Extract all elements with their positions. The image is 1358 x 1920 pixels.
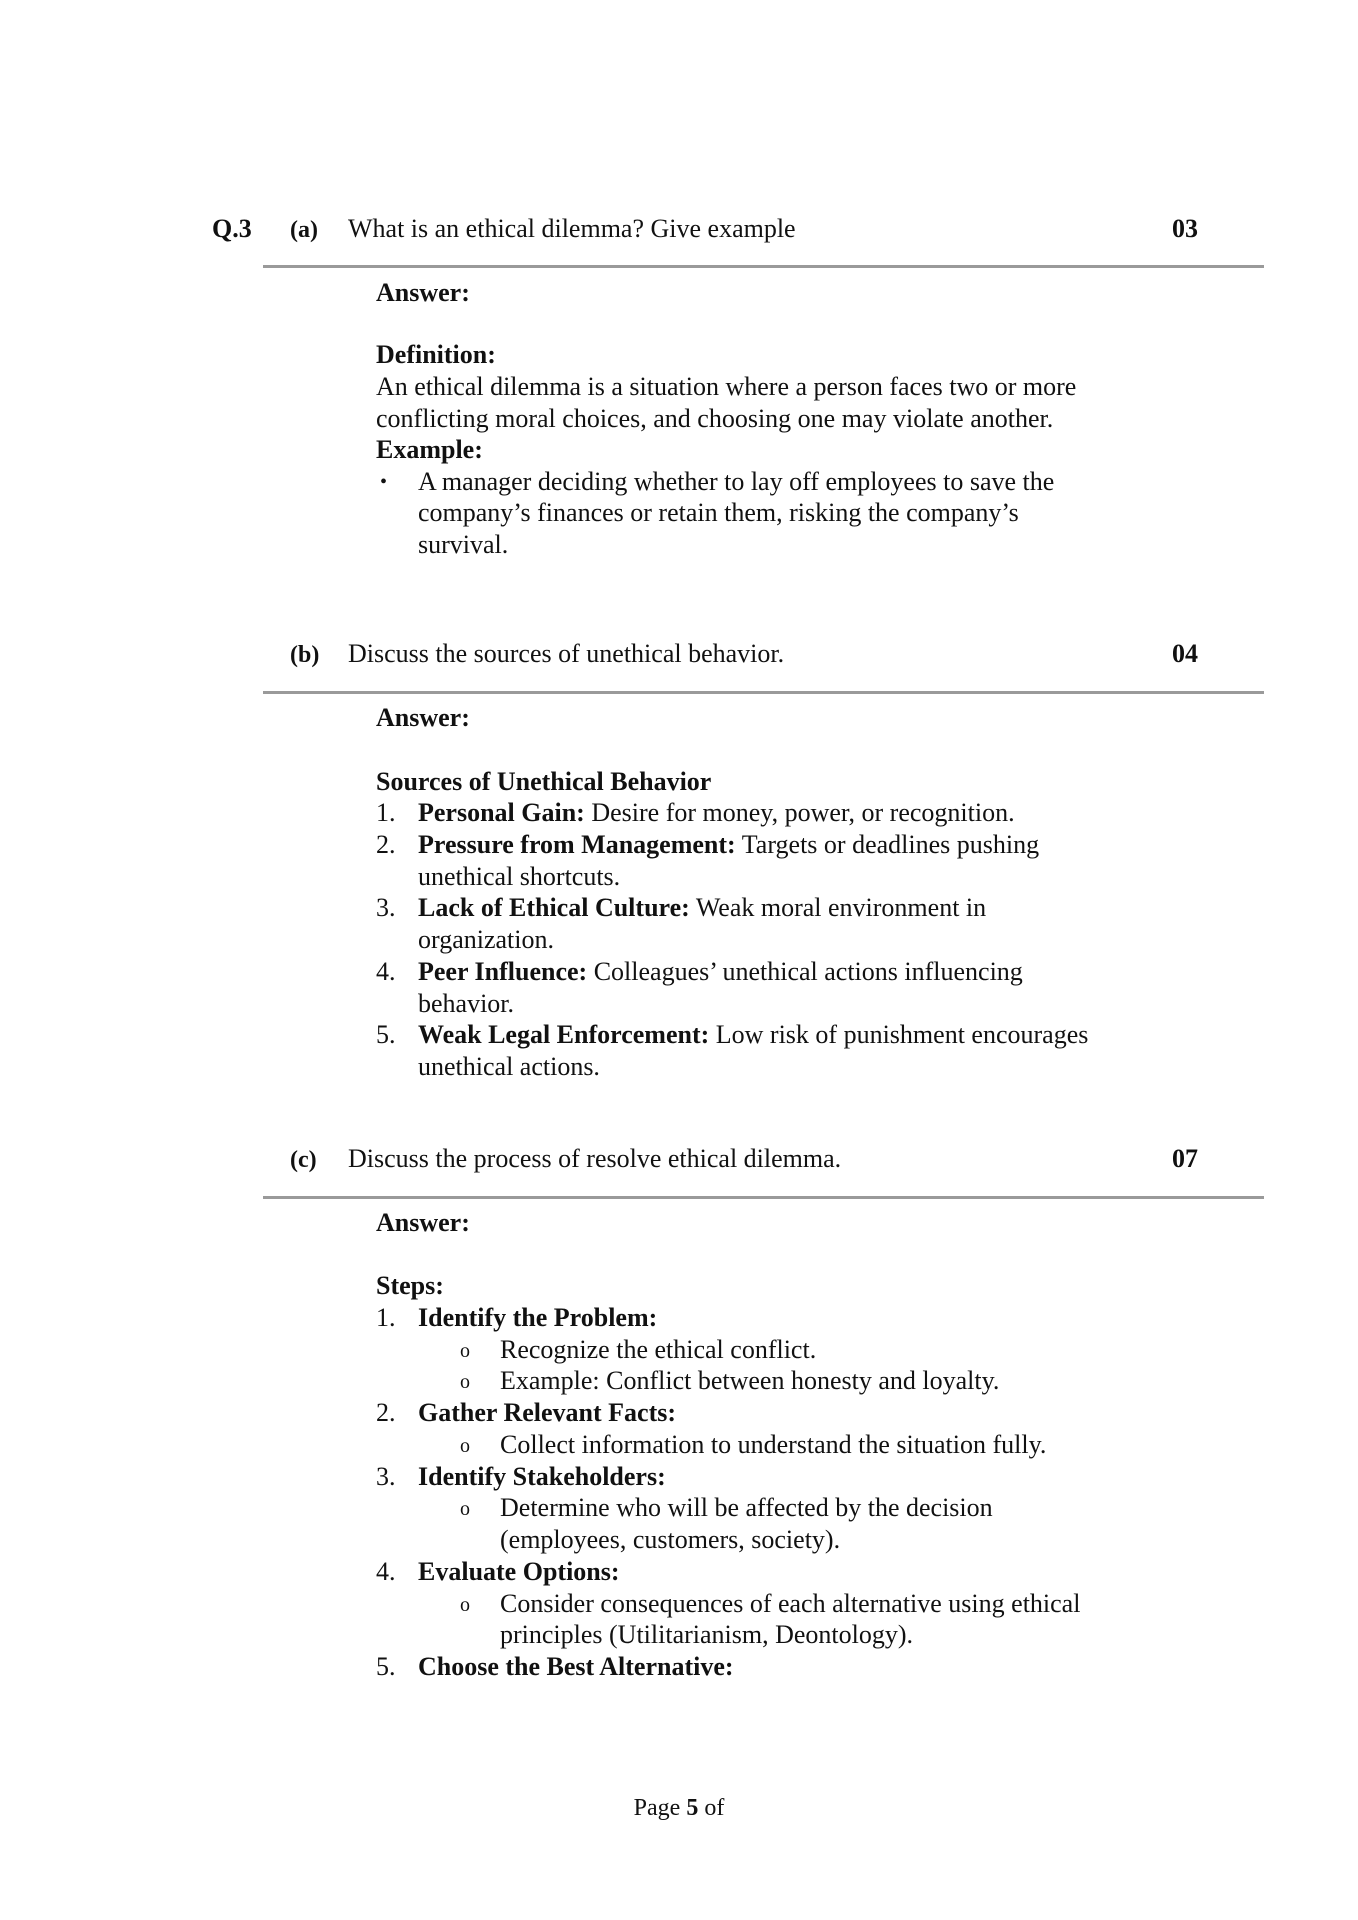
list-item xyxy=(418,956,1023,988)
step-detail: Consider consequences of each alternative using ethical xyxy=(500,1589,1081,1618)
step-number: 4. xyxy=(376,1557,396,1586)
list-item-number: 2. xyxy=(376,830,396,859)
list-item xyxy=(418,797,1015,829)
step-detail: Example: Conflict between honesty and loyalty. xyxy=(500,1366,1000,1395)
list-item-continuation: organization. xyxy=(418,925,554,954)
divider-rule xyxy=(263,265,1264,268)
part-a-label: (a) xyxy=(290,217,318,243)
example-line: survival. xyxy=(418,530,509,559)
list-item-title: Weak Legal Enforcement: xyxy=(418,1020,710,1049)
page-number: 5 xyxy=(686,1795,699,1821)
part-b-question: Discuss the sources of unethical behavior. xyxy=(348,639,785,668)
step-detail: Collect information to understand the situation fully. xyxy=(500,1430,1047,1459)
page-total-label: of xyxy=(698,1795,725,1821)
part-c-marks: 07 xyxy=(1172,1144,1198,1173)
part-a-marks: 03 xyxy=(1172,214,1198,243)
definition-heading: Definition: xyxy=(376,340,496,369)
definition-line: An ethical dilemma is a situation where a person faces two or more xyxy=(376,372,1077,401)
step-title: Choose the Best Alternative: xyxy=(418,1652,734,1681)
list-item xyxy=(418,829,1039,861)
step-detail: Recognize the ethical conflict. xyxy=(500,1335,817,1364)
answer-heading: Answer: xyxy=(376,703,470,732)
list-item-text: Weak moral environment in xyxy=(689,893,987,922)
page-footer xyxy=(0,1793,1358,1823)
part-a-question: What is an ethical dilemma? Give example xyxy=(348,214,796,243)
list-item-number: 1. xyxy=(376,798,396,827)
list-item-title: Peer Influence: xyxy=(418,957,588,986)
definition-line: conflicting moral choices, and choosing one may violate another. xyxy=(376,404,1054,433)
step-detail: (employees, customers, society). xyxy=(500,1525,841,1554)
list-item-text: Targets or deadlines pushing xyxy=(735,830,1040,859)
list-item xyxy=(418,1019,1088,1051)
step-title: Identify the Problem: xyxy=(418,1303,658,1332)
list-item-text: Colleagues’ unethical actions influencing xyxy=(587,957,1023,986)
list-item-number: 4. xyxy=(376,957,396,986)
list-item-title: Personal Gain: xyxy=(418,798,585,827)
part-b-label: (b) xyxy=(290,642,320,668)
list-item xyxy=(418,892,986,924)
list-item-continuation: behavior. xyxy=(418,989,515,1018)
part-c-label: (c) xyxy=(290,1147,317,1173)
circle-bullet-icon: o xyxy=(460,1340,470,1362)
step-number: 5. xyxy=(376,1652,396,1681)
steps-heading: Steps: xyxy=(376,1271,444,1300)
list-item-number: 3. xyxy=(376,893,396,922)
step-title: Evaluate Options: xyxy=(418,1557,620,1586)
step-number: 3. xyxy=(376,1462,396,1491)
circle-bullet-icon: o xyxy=(460,1371,470,1393)
list-item-text: Low risk of punishment encourages xyxy=(709,1020,1089,1049)
example-heading: Example: xyxy=(376,435,483,464)
list-item-number: 5. xyxy=(376,1020,396,1049)
step-title: Identify Stakeholders: xyxy=(418,1462,666,1491)
circle-bullet-icon: o xyxy=(460,1594,470,1616)
answer-heading: Answer: xyxy=(376,1208,470,1237)
circle-bullet-icon: o xyxy=(460,1498,470,1520)
page-label: Page xyxy=(633,1795,687,1821)
divider-rule xyxy=(263,691,1264,694)
step-title: Gather Relevant Facts: xyxy=(418,1398,677,1427)
list-item-title: Lack of Ethical Culture: xyxy=(418,893,690,922)
circle-bullet-icon: o xyxy=(460,1435,470,1457)
step-number: 1. xyxy=(376,1303,396,1332)
bullet-icon: • xyxy=(380,471,388,493)
part-c-question: Discuss the process of resolve ethical dilemma. xyxy=(348,1144,842,1173)
step-number: 2. xyxy=(376,1398,396,1427)
list-item-continuation: unethical actions. xyxy=(418,1052,600,1081)
list-item-title: Pressure from Management: xyxy=(418,830,736,859)
list-item-continuation: unethical shortcuts. xyxy=(418,862,621,891)
example-line: company’s finances or retain them, risking the company’s xyxy=(418,498,1019,527)
step-detail: principles (Utilitarianism, Deontology). xyxy=(500,1620,914,1649)
divider-rule xyxy=(263,1196,1264,1199)
question-number: Q.3 xyxy=(212,214,252,243)
answer-heading: Answer: xyxy=(376,278,470,307)
sources-heading: Sources of Unethical Behavior xyxy=(376,767,712,796)
example-line: A manager deciding whether to lay off employees to save the xyxy=(418,467,1055,496)
step-detail: Determine who will be affected by the decision xyxy=(500,1493,993,1522)
list-item-text: Desire for money, power, or recognition. xyxy=(584,798,1015,827)
part-b-marks: 04 xyxy=(1172,639,1198,668)
